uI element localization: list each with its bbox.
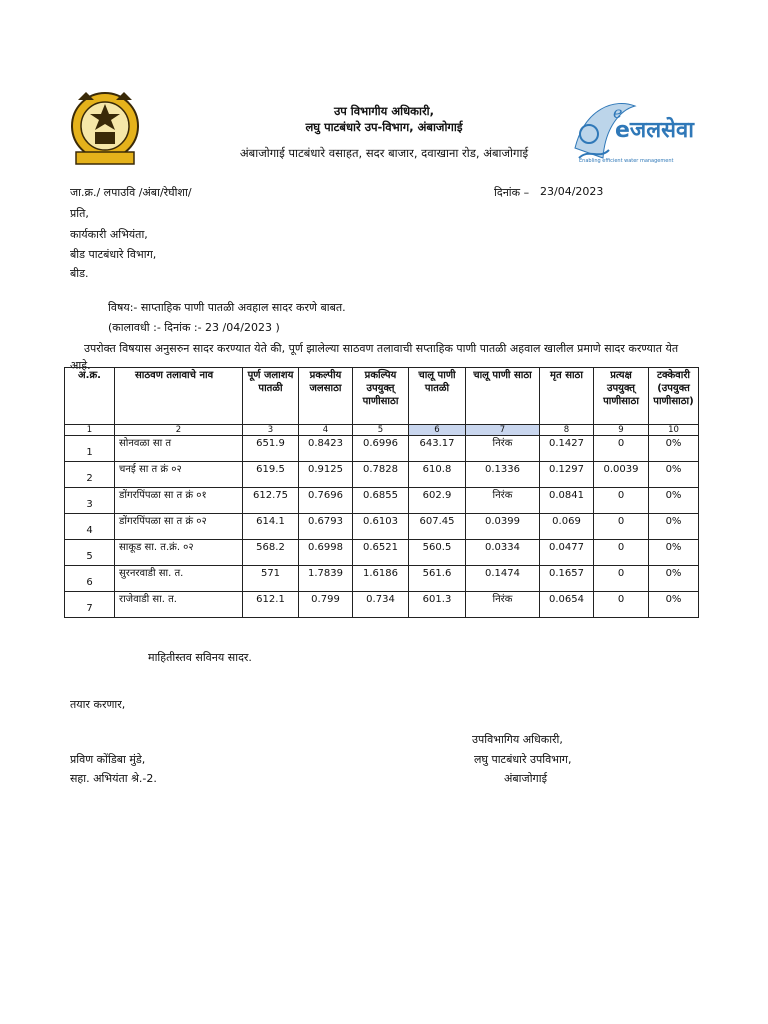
table-cell: 0.7828: [353, 462, 409, 488]
table-cell: 0: [594, 488, 649, 514]
table-cell: 0.069: [540, 514, 594, 540]
table-cell: डोंगरपिंपळा सा त क्रं ०१: [115, 488, 243, 514]
table-row: [65, 592, 699, 618]
table-cell: 0.8423: [299, 436, 353, 462]
table-number-row: [65, 425, 699, 436]
office-address: अंबाजोगाई पाटबंधारे वसाहत, सदर बाजार, दवाखाना रोड, अंबाजोगाई: [239, 146, 529, 160]
table-cell: 0%: [649, 566, 699, 592]
address-line: प्रति,: [70, 207, 89, 220]
table-cell: सोनवळा सा त: [115, 436, 243, 462]
table-row: [65, 488, 699, 514]
table-cell: 4: [65, 514, 115, 540]
table-cell: 0.6996: [353, 436, 409, 462]
signatory-office: लघु पाटबंधारे उपविभाग,: [474, 753, 572, 766]
table-cell: 568.2: [243, 540, 299, 566]
water-level-table: [64, 367, 699, 618]
address-line: बीड.: [70, 267, 89, 280]
table-cell: 1.6186: [353, 566, 409, 592]
table-row: [65, 566, 699, 592]
table-cell: 0: [594, 592, 649, 618]
table-cell: 0%: [649, 462, 699, 488]
col-number: 3: [243, 425, 299, 436]
table-cell: 561.6: [409, 566, 466, 592]
col-header: चालू पाणी पातळी: [409, 368, 466, 425]
preparer-designation: सहा. अभियंता श्रे.-2.: [70, 772, 157, 785]
jalseva-logo: [565, 88, 697, 176]
table-row: [65, 540, 699, 566]
table-cell: 2: [65, 462, 115, 488]
signatory-place: अंबाजोगाई: [504, 772, 547, 785]
col-number: 7: [466, 425, 540, 436]
table-cell: 607.45: [409, 514, 466, 540]
table-cell: चनई सा त क्रं ०२: [115, 462, 243, 488]
col-number: 5: [353, 425, 409, 436]
table-row: [65, 462, 699, 488]
table-cell: 0.1427: [540, 436, 594, 462]
table-cell: 612.1: [243, 592, 299, 618]
table-cell: 0: [594, 540, 649, 566]
col-number: 9: [594, 425, 649, 436]
table-cell: 0.734: [353, 592, 409, 618]
table-cell: 0.799: [299, 592, 353, 618]
table-cell: 0.1336: [466, 462, 540, 488]
table-cell: 0%: [649, 592, 699, 618]
col-header: चालू पाणी साठा: [466, 368, 540, 425]
table-cell: 601.3: [409, 592, 466, 618]
address-line: कार्यकारी अभियंता,: [70, 228, 148, 241]
col-header: अ.क्र.: [65, 368, 115, 425]
office-title: उप विभागीय अधिकारी,: [333, 104, 435, 118]
table-cell: 0.0654: [540, 592, 594, 618]
table-cell: 614.1: [243, 514, 299, 540]
closing-line: माहितीस्तव सविनय सादर.: [148, 651, 252, 664]
col-number: 4: [299, 425, 353, 436]
table-cell: 3: [65, 488, 115, 514]
table-cell: 0: [594, 436, 649, 462]
table-cell: 0.7696: [299, 488, 353, 514]
col-number: 8: [540, 425, 594, 436]
prepared-by-label: तयार करणार,: [70, 698, 126, 711]
col-number: 1: [65, 425, 115, 436]
table-cell: 0%: [649, 540, 699, 566]
table-cell: 612.75: [243, 488, 299, 514]
table-cell: 0: [594, 514, 649, 540]
table-cell: 0%: [649, 436, 699, 462]
table-cell: साकूड सा. त.क्रं. ०२: [115, 540, 243, 566]
table-cell: 0.0039: [594, 462, 649, 488]
table-cell: 0.0477: [540, 540, 594, 566]
col-header: टक्केवारी (उपयुक्त पाणीसाठा): [649, 368, 699, 425]
table-cell: डोंगरपिंपळा सा त क्रं ०२: [115, 514, 243, 540]
table-cell: 0.0841: [540, 488, 594, 514]
date-value: 23/04/2023: [540, 185, 604, 198]
jalseva-brand-text: eजलसेवा: [615, 118, 694, 143]
col-number: 6: [409, 425, 466, 436]
table-cell: 560.5: [409, 540, 466, 566]
period-line: (कालावधी :- दिनांक :- 23 /04/2023 ): [108, 321, 280, 334]
table-cell: निरंक: [466, 592, 540, 618]
table-cell: 0.6521: [353, 540, 409, 566]
jalseva-tagline: Enabling efficient water management: [579, 158, 674, 164]
table-cell: 0.6103: [353, 514, 409, 540]
table-cell: 619.5: [243, 462, 299, 488]
col-number: 2: [115, 425, 243, 436]
col-header: मृत साठा: [540, 368, 594, 425]
col-header: साठवण तलावाचे नाव: [115, 368, 243, 425]
table-cell: निरंक: [466, 436, 540, 462]
table-cell: 610.8: [409, 462, 466, 488]
table-cell: 1: [65, 436, 115, 462]
table-cell: निरंक: [466, 488, 540, 514]
table-row: [65, 514, 699, 540]
table-cell: 7: [65, 592, 115, 618]
col-header: प्रत्यक्ष उपयुक्त् पाणीसाठा: [594, 368, 649, 425]
table-cell: 0%: [649, 514, 699, 540]
table-cell: 0.1474: [466, 566, 540, 592]
col-header: पूर्ण जलाशय पातळी: [243, 368, 299, 425]
intro-paragraph: उपरोक्त विषयास अनुसरुन सादर करण्यात येते की, पूर्ण झालेल्या साठवण तलावाची सप्ताहिक पाणी पातळी अहवाल खालील प्रमाणे सादर करण्यात येत आहे.: [70, 342, 679, 372]
table-cell: 0.6855: [353, 488, 409, 514]
table-cell: राजेवाडी सा. त.: [115, 592, 243, 618]
date-label: दिनांक –: [494, 186, 530, 199]
subject-line: विषय:- साप्ताहिक पाणी पातळी अवहाल सादर करणे बाबत.: [108, 301, 346, 314]
table-cell: 0.9125: [299, 462, 353, 488]
table-cell: 6: [65, 566, 115, 592]
table-cell: 0%: [649, 488, 699, 514]
table-cell: 0.1657: [540, 566, 594, 592]
table-row: [65, 436, 699, 462]
col-header: प्रकल्पीय जलसाठा: [299, 368, 353, 425]
col-header: प्रकल्पिय उपयुक्त् पाणीसाठा: [353, 368, 409, 425]
table-cell: 0.0399: [466, 514, 540, 540]
table-cell: 0: [594, 566, 649, 592]
table-cell: सुरनरवाडी सा. त.: [115, 566, 243, 592]
table-cell: 1.7839: [299, 566, 353, 592]
table-cell: 0.0334: [466, 540, 540, 566]
table-cell: 651.9: [243, 436, 299, 462]
table-cell: 0.6793: [299, 514, 353, 540]
table-header-row: [65, 368, 699, 425]
table-cell: 0.6998: [299, 540, 353, 566]
preparer-name: प्रविण कोंडिबा मुंडे,: [70, 753, 146, 766]
col-number: 10: [649, 425, 699, 436]
reference-number: जा.क्र./ लपाउवि /अंबा/रेघीशा/: [70, 186, 192, 199]
address-line: बीड पाटबंधारे विभाग,: [70, 248, 157, 261]
table-cell: 643.17: [409, 436, 466, 462]
office-subtitle: लघु पाटबंधारे उप-विभाग, अंबाजोगाई: [305, 120, 463, 134]
table-cell: 0.1297: [540, 462, 594, 488]
table-cell: 602.9: [409, 488, 466, 514]
svg-text:e: e: [613, 103, 623, 122]
table-cell: 571: [243, 566, 299, 592]
table-cell: 5: [65, 540, 115, 566]
signatory-title: उपविभागिय अधिकारी,: [472, 733, 563, 746]
